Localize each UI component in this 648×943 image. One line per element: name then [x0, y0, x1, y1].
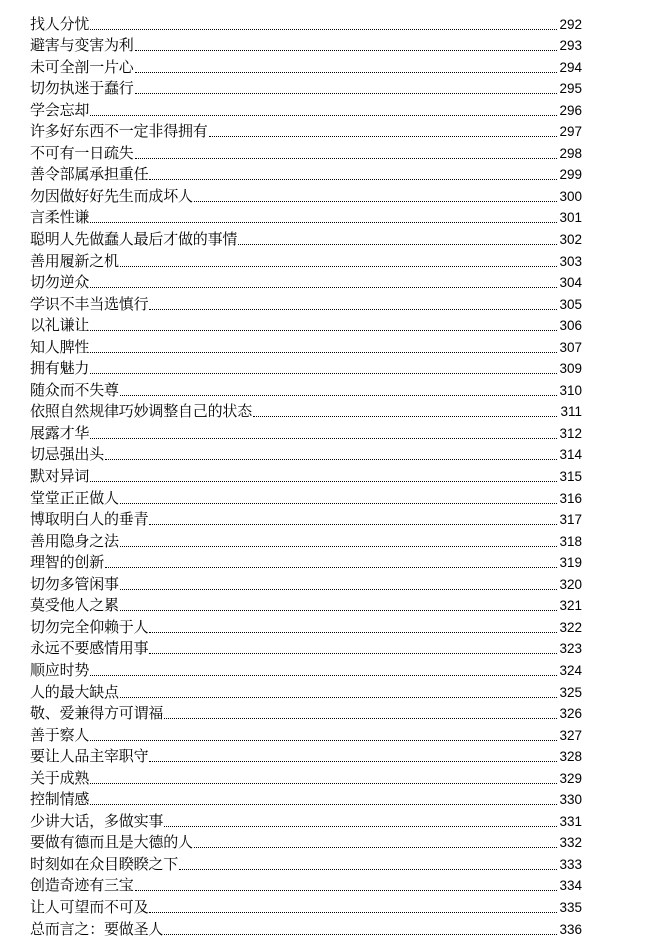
dot-leader	[135, 158, 557, 159]
dot-leader	[120, 589, 557, 590]
dot-leader	[120, 395, 557, 396]
toc-entry-title: 敬、爱兼得方可谓福	[30, 704, 164, 723]
toc-entry-title: 永远不要感情用事	[30, 639, 149, 658]
toc-entry[interactable]	[30, 615, 582, 637]
toc-entry[interactable]	[30, 917, 582, 939]
toc-entry-title: 切勿执迷于蠢行	[30, 79, 134, 98]
dot-leader	[253, 416, 557, 417]
toc-entry-title: 以礼谦让	[30, 316, 90, 335]
toc-entry-page-number: 321	[559, 598, 582, 614]
toc-entry-title: 切勿完全仰赖于人	[30, 617, 149, 636]
toc-entry[interactable]	[30, 34, 582, 56]
toc-entry-title: 莫受他人之累	[30, 596, 119, 615]
toc-entry[interactable]	[30, 572, 582, 594]
toc-entry[interactable]	[30, 163, 582, 185]
toc-entry-title: 创造奇迹有三宝	[30, 876, 134, 895]
toc-entry-page-number: 297	[559, 124, 582, 140]
toc-entry-title: 聪明人先做蠢人最后才做的事情	[30, 230, 238, 249]
toc-entry-page-number: 336	[559, 921, 582, 937]
toc-entry-title: 未可全剖一片心	[30, 57, 134, 76]
toc-entry-page-number: 303	[559, 253, 582, 269]
dot-leader	[209, 136, 557, 137]
toc-entry-page-number: 330	[559, 792, 582, 808]
toc-entry-title: 避害与变害为利	[30, 36, 134, 55]
toc-entry-page-number: 315	[559, 469, 582, 485]
toc-entry-title: 堂堂正正做人	[30, 488, 119, 507]
toc-entry[interactable]	[30, 271, 582, 293]
table-of-contents	[30, 12, 582, 939]
toc-entry[interactable]	[30, 227, 582, 249]
toc-entry[interactable]	[30, 895, 582, 917]
dot-leader	[149, 524, 557, 525]
toc-entry[interactable]	[30, 184, 582, 206]
toc-entry-title: 拥有魅力	[30, 359, 90, 378]
toc-entry-title: 博取明白人的垂青	[30, 510, 149, 529]
toc-entry-title: 理智的创新	[30, 553, 105, 572]
toc-entry-title: 总而言之：要做圣人	[30, 919, 164, 938]
toc-entry[interactable]	[30, 378, 582, 400]
dot-leader	[90, 438, 557, 439]
toc-entry-title: 善用隐身之法	[30, 531, 119, 550]
toc-entry-title: 要让人品主宰职守	[30, 747, 149, 766]
dot-leader	[90, 675, 557, 676]
toc-entry-title: 随众而不失尊	[30, 380, 119, 399]
dot-leader	[90, 373, 557, 374]
toc-entry-page-number: 333	[559, 856, 582, 872]
toc-entry[interactable]	[30, 335, 582, 357]
dot-leader	[90, 115, 557, 116]
toc-entry[interactable]	[30, 766, 582, 788]
toc-entry-page-number: 312	[559, 425, 582, 441]
toc-entry-page-number: 317	[559, 512, 582, 528]
toc-entry[interactable]	[30, 12, 582, 34]
toc-entry[interactable]	[30, 658, 582, 680]
toc-entry-title: 依照自然规律巧妙调整自己的状态	[30, 402, 253, 421]
toc-entry-title: 少讲大话，多做实事	[30, 811, 164, 830]
toc-entry-page-number: 307	[559, 339, 582, 355]
dot-leader	[135, 72, 557, 73]
toc-entry[interactable]	[30, 443, 582, 465]
toc-entry-title: 切忌强出头	[30, 445, 105, 464]
toc-entry-page-number: 310	[559, 382, 582, 398]
dot-leader	[120, 546, 557, 547]
dot-leader	[120, 266, 557, 267]
dot-leader	[90, 352, 557, 353]
dot-leader	[105, 459, 557, 460]
dot-leader	[90, 222, 557, 223]
dot-leader	[179, 869, 557, 870]
toc-entry[interactable]	[30, 788, 582, 810]
dot-leader	[90, 783, 557, 784]
toc-entry[interactable]	[30, 55, 582, 77]
toc-entry-title: 要做有德而且是大德的人	[30, 833, 193, 852]
dot-leader	[164, 934, 557, 935]
toc-entry-title: 许多好东西不一定非得拥有	[30, 122, 208, 141]
toc-entry-page-number: 309	[559, 361, 582, 377]
toc-entry-page-number: 331	[559, 813, 582, 829]
toc-entry[interactable]	[30, 529, 582, 551]
toc-entry-page-number: 320	[559, 576, 582, 592]
toc-entry-page-number: 306	[559, 318, 582, 334]
dot-leader	[149, 309, 557, 310]
toc-entry[interactable]	[30, 745, 582, 767]
toc-entry-title: 控制情感	[30, 790, 90, 809]
toc-entry[interactable]	[30, 594, 582, 616]
toc-entry-title: 人的最大缺点	[30, 682, 119, 701]
toc-entry[interactable]	[30, 852, 582, 874]
toc-entry-page-number: 299	[559, 167, 582, 183]
dot-leader	[149, 912, 557, 913]
toc-entry[interactable]	[30, 551, 582, 573]
toc-entry-title: 言柔性谦	[30, 208, 90, 227]
toc-entry[interactable]	[30, 421, 582, 443]
toc-entry-page-number: 298	[559, 145, 582, 161]
toc-entry-page-number: 323	[559, 641, 582, 657]
toc-entry[interactable]	[30, 680, 582, 702]
toc-entry-page-number: 292	[559, 16, 582, 32]
dot-leader	[90, 287, 557, 288]
dot-leader	[149, 632, 557, 633]
toc-entry-title: 学会忘却	[30, 100, 90, 119]
toc-entry-page-number: 324	[559, 662, 582, 678]
toc-entry[interactable]	[30, 314, 582, 336]
dot-leader	[135, 890, 557, 891]
toc-entry-title: 善令部属承担重任	[30, 165, 149, 184]
toc-entry-page-number: 295	[559, 81, 582, 97]
toc-entry-page-number: 294	[559, 59, 582, 75]
toc-entry[interactable]	[30, 486, 582, 508]
toc-entry-title: 知人脾性	[30, 337, 90, 356]
toc-entry[interactable]	[30, 292, 582, 314]
toc-entry-page-number: 327	[559, 727, 582, 743]
dot-leader	[105, 567, 557, 568]
toc-entry[interactable]	[30, 874, 582, 896]
toc-entry-page-number: 305	[559, 296, 582, 312]
toc-entry-title: 学识不丰当选慎行	[30, 294, 149, 313]
toc-entry-page-number: 326	[559, 706, 582, 722]
toc-entry[interactable]	[30, 120, 582, 142]
toc-entry[interactable]	[30, 249, 582, 271]
toc-entry-page-number: 304	[559, 275, 582, 291]
toc-entry-title: 展露才华	[30, 423, 90, 442]
toc-entry[interactable]	[30, 206, 582, 228]
toc-entry-title: 顺应时势	[30, 660, 90, 679]
dot-leader	[164, 718, 557, 719]
toc-entry-page-number: 316	[559, 490, 582, 506]
dot-leader	[194, 201, 557, 202]
toc-entry-title: 切勿逆众	[30, 273, 90, 292]
toc-entry-page-number: 302	[559, 232, 582, 248]
toc-entry-title: 默对异词	[30, 467, 90, 486]
toc-entry-title: 找人分忧	[30, 14, 90, 33]
toc-entry[interactable]	[30, 357, 582, 379]
dot-leader	[149, 653, 557, 654]
toc-entry-page-number: 311	[560, 404, 582, 420]
dot-leader	[120, 610, 557, 611]
toc-entry[interactable]	[30, 464, 582, 486]
toc-entry-page-number: 296	[559, 102, 582, 118]
toc-entry-page-number: 293	[559, 38, 582, 54]
dot-leader	[120, 503, 557, 504]
dot-leader	[238, 244, 557, 245]
dot-leader	[135, 93, 557, 94]
toc-entry-page-number: 329	[559, 770, 582, 786]
dot-leader	[120, 697, 557, 698]
dot-leader	[90, 330, 557, 331]
toc-entry-page-number: 332	[559, 835, 582, 851]
toc-entry[interactable]	[30, 809, 582, 831]
dot-leader	[194, 847, 557, 848]
toc-entry-page-number: 301	[559, 210, 582, 226]
toc-entry-page-number: 318	[559, 533, 582, 549]
toc-entry-page-number: 300	[559, 188, 582, 204]
toc-entry-title: 时刻如在众目睽睽之下	[30, 854, 179, 873]
toc-entry[interactable]	[30, 723, 582, 745]
toc-entry-title: 善用履新之机	[30, 251, 119, 270]
dot-leader	[164, 826, 557, 827]
toc-entry-page-number: 322	[559, 619, 582, 635]
toc-entry-title: 关于成熟	[30, 768, 90, 787]
toc-entry-page-number: 335	[559, 899, 582, 915]
dot-leader	[90, 740, 557, 741]
toc-entry[interactable]	[30, 141, 582, 163]
toc-entry-title: 让人可望而不可及	[30, 897, 149, 916]
toc-entry-title: 切勿多管闲事	[30, 574, 119, 593]
toc-entry-page-number: 334	[559, 878, 582, 894]
toc-entry-page-number: 314	[559, 447, 582, 463]
toc-entry[interactable]	[30, 400, 582, 422]
toc-entry-page-number: 325	[559, 684, 582, 700]
toc-entry[interactable]	[30, 702, 582, 724]
dot-leader	[135, 50, 557, 51]
dot-leader	[149, 761, 557, 762]
toc-entry[interactable]	[30, 637, 582, 659]
toc-entry-page-number: 319	[559, 555, 582, 571]
dot-leader	[90, 481, 557, 482]
toc-entry-title: 善于察人	[30, 725, 90, 744]
dot-leader	[90, 29, 557, 30]
toc-entry[interactable]	[30, 508, 582, 530]
toc-entry-title: 勿因做好好先生而成坏人	[30, 186, 193, 205]
dot-leader	[90, 804, 557, 805]
toc-entry[interactable]	[30, 98, 582, 120]
dot-leader	[149, 179, 557, 180]
toc-entry-title: 不可有一日疏失	[30, 143, 134, 162]
toc-entry[interactable]	[30, 831, 582, 853]
toc-entry-page-number: 328	[559, 749, 582, 765]
toc-entry[interactable]	[30, 77, 582, 99]
